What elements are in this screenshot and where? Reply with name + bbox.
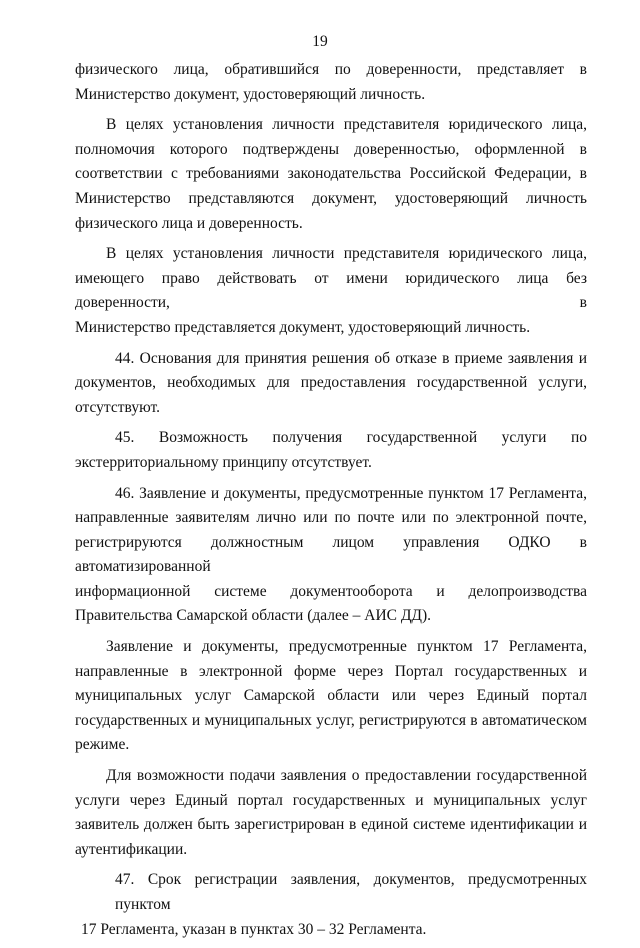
text-line: 17 Регламента, указан в пунктах 30 – 32 Регламента. [81, 920, 427, 938]
text-line: Заявление и документы, предусмотренные пунктом 17 Регламента, [106, 638, 587, 656]
text-line: регистрируются должностным лицом управления ОДКО в автоматизированной [75, 533, 587, 576]
text-line: режиме. [75, 736, 130, 754]
page-number: 19 [312, 33, 328, 50]
text-line: 46. Заявление и документы, предусмотренные пунктом 17 Регламента, [115, 484, 587, 502]
text-line: В целях установления личности представителя юридического лица, [106, 116, 587, 134]
text-line: направленные в электронной форме через Портал государственных и [75, 662, 587, 680]
text-line: аутентификации. [75, 840, 188, 858]
paragraph-continuation [75, 58, 587, 107]
document-body [75, 58, 587, 948]
text-line: Министерство представляется документ, удостоверяющий личность. [75, 318, 531, 336]
text-line: 45. Возможность получения государственной услуги по [115, 429, 587, 447]
paragraph-representative-without-power-of-attorney [75, 242, 587, 340]
text-line: В целях установления личности представителя юридического лица, [106, 245, 587, 263]
text-line: Министерство документ, удостоверяющий личность. [75, 85, 426, 103]
text-line: заявитель должен быть зарегистрирован в единой системе идентификации и [75, 816, 587, 834]
paragraph-electronic-registration [75, 635, 587, 758]
text-line: физического лица и доверенность. [75, 214, 303, 232]
text-line: муниципальных услуг Самарской области или через Единый портал [75, 687, 587, 705]
paragraph-44 [75, 347, 587, 421]
text-line: отсутствуют. [75, 398, 160, 416]
paragraph-representative-with-power-of-attorney [75, 113, 587, 236]
text-line: физического лица, обратившийся по доверенности, представляет в [75, 61, 587, 78]
text-line: документов, необходимых для предоставления государственной услуги, [75, 374, 587, 392]
text-line: полномочия которого подтверждены доверенностью, оформленной в [75, 140, 587, 158]
text-line: Правительства Самарской области (далее – АИС ДД). [75, 607, 432, 625]
paragraph-45 [75, 426, 587, 475]
paragraph-unified-portal [75, 764, 587, 862]
text-line: 44. Основания для принятия решения об отказе в приеме заявления и [115, 349, 587, 367]
text-line: имеющего право действовать от имени юридического лица без доверенности, в [75, 269, 587, 312]
text-line: услуги через Единый портал государственных и муниципальных услуг [75, 791, 587, 809]
text-line: направленные заявителям лично или по почте или по электронной почте, [75, 509, 587, 527]
text-line: информационной системе документооборота и делопроизводства [75, 582, 587, 600]
text-line: государственных и муниципальных услуг, регистрируются в автоматическом [75, 711, 587, 729]
paragraph-47 [75, 868, 587, 942]
text-line: соответствии с требованиями законодательства Российской Федерации, в [75, 165, 587, 183]
text-line: Для возможности подачи заявления о предоставлении государственной [106, 767, 587, 785]
text-line: экстерриториальному принципу отсутствует. [75, 453, 372, 471]
text-line: Министерство представляются документ, удостоверяющий личность [75, 189, 587, 207]
paragraph-46 [75, 482, 587, 630]
text-line: 47. Срок регистрации заявления, документов, предусмотренных пунктом [115, 871, 587, 913]
